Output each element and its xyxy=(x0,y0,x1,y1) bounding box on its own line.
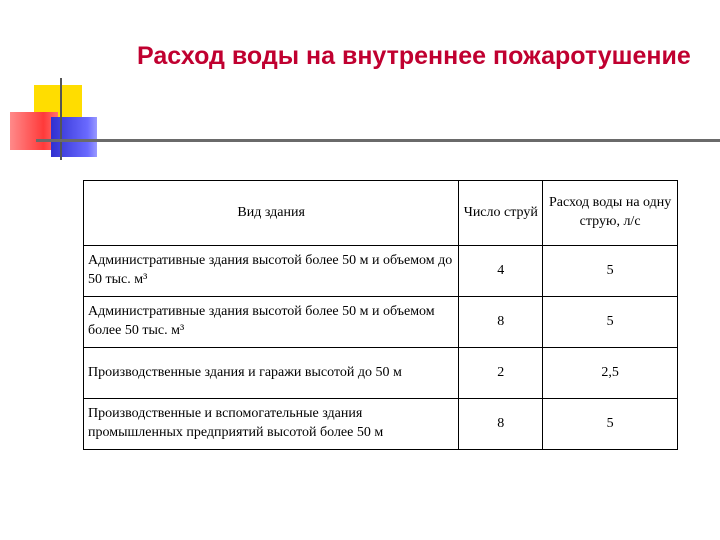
building-type-cell: Административные здания высотой более 50 м и объемом до 50 тыс. м³ xyxy=(84,246,459,297)
flow-cell: 5 xyxy=(543,399,678,450)
title-underline xyxy=(36,139,720,142)
table-row xyxy=(84,246,678,297)
jet-count-cell: 4 xyxy=(459,246,543,297)
table-header-row xyxy=(84,181,678,246)
header-jet-count: Число струй xyxy=(459,181,543,246)
jet-count-cell: 2 xyxy=(459,348,543,399)
building-type-cell: Производственные здания и гаражи высотой до 50 м xyxy=(84,348,459,399)
water-flow-table xyxy=(83,180,678,450)
table-row xyxy=(84,297,678,348)
flow-cell: 5 xyxy=(543,246,678,297)
building-type-cell: Производственные и вспомогательные здания промышленных предприятий высотой более 50 м xyxy=(84,399,459,450)
jet-count-cell: 8 xyxy=(459,399,543,450)
decor-blue-square xyxy=(51,117,97,157)
flow-cell: 2,5 xyxy=(543,348,678,399)
jet-count-cell: 8 xyxy=(459,297,543,348)
header-building-type: Вид здания xyxy=(84,181,459,246)
building-type-cell: Административные здания высотой более 50 м и объемом более 50 тыс. м³ xyxy=(84,297,459,348)
table-row xyxy=(84,348,678,399)
table-row xyxy=(84,399,678,450)
decor-vertical-line xyxy=(60,78,62,160)
slide-title: Расход воды на внутреннее пожаротушение xyxy=(137,42,691,70)
header-flow-per-jet: Расход воды на одну струю, л/с xyxy=(543,181,678,246)
flow-cell: 5 xyxy=(543,297,678,348)
